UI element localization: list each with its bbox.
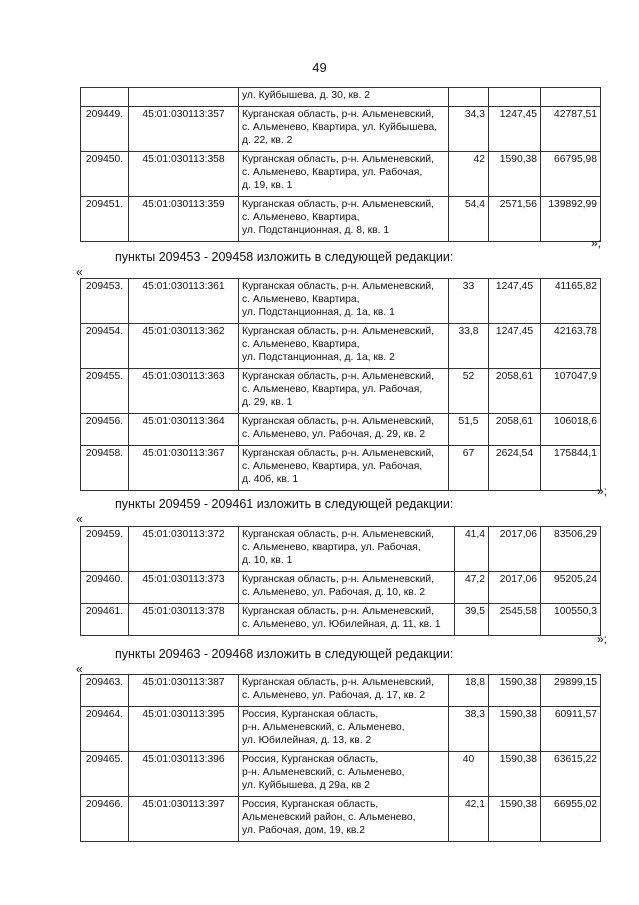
address [239, 323, 449, 368]
area [449, 88, 489, 107]
address-line: Курганская область, р-н. Альменевский, [242, 108, 434, 120]
closing-quote-mark: »; [591, 236, 602, 250]
opening-quote-mark: « [76, 512, 83, 526]
row-number: 209463. [81, 675, 129, 707]
row-number: 209451. [81, 196, 129, 241]
address [239, 706, 449, 751]
row-number: 209460. [81, 571, 129, 603]
unit-price: 1590,38 [489, 706, 541, 751]
unit-price: 1247,45 [489, 106, 541, 151]
address [239, 368, 449, 413]
address-line: с. Альменево, ул. Рабочая, д. 29, кв. 2 [242, 428, 426, 440]
address-line: Курганская область, р-н. Альменевский, [242, 198, 434, 210]
cadastral-number: 45:01:030113:362 [129, 323, 239, 368]
unit-price: 2545,58 [489, 603, 541, 635]
address-line: Курганская область, р-н. Альменевский, [242, 677, 434, 688]
address-line: Россия, Курганская область, [242, 753, 379, 765]
table-row [81, 603, 601, 635]
unit-price: 1590,38 [489, 151, 541, 196]
row-number: 209466. [81, 796, 129, 841]
address-line: д. 29, кв. 1 [242, 396, 293, 408]
table-row [81, 106, 601, 151]
unit-price: 2571,56 [489, 196, 541, 241]
cadastral-number: 45:01:030113:373 [129, 571, 239, 603]
cadastral-number: 45:01:030113:361 [129, 279, 239, 324]
cadastral-number: 45:01:030113:358 [129, 151, 239, 196]
total-value: 139892,99 [541, 196, 601, 241]
unit-price [489, 88, 541, 107]
address [239, 571, 455, 603]
address-line: Курганская область, р-н. Альменевский, [242, 281, 434, 292]
total-value: 83506,29 [541, 527, 601, 572]
cadastral-number: 45:01:030113:359 [129, 196, 239, 241]
address [239, 527, 455, 572]
address-line: с. Альменево, Квартира, ул. Рабочая, [242, 460, 423, 472]
total-value: 42787,51 [541, 106, 601, 151]
total-value: 66955,02 [541, 796, 601, 841]
cadastral-number: 45:01:030113:387 [129, 675, 239, 707]
table-row [81, 796, 601, 841]
table-row [81, 368, 601, 413]
total-value: 66795,98 [541, 151, 601, 196]
address-line: с. Альменево, Квартира, ул. Рабочая, [242, 166, 423, 178]
address-line: Курганская область, р-н. Альменевский, [242, 325, 434, 337]
address [239, 279, 449, 324]
opening-quote-mark: « [76, 265, 83, 279]
table-row [81, 675, 601, 707]
area: 42 [449, 151, 489, 196]
cadastral-number: 45:01:030113:363 [129, 368, 239, 413]
address-line: Курганская область, р-н. Альменевский, [242, 415, 434, 427]
address-line: с. Альменево, ул. Рабочая, д. 10, кв. 2 [242, 586, 426, 598]
area: 34,3 [449, 106, 489, 151]
unit-price: 2017,06 [489, 527, 541, 572]
total-value: 63615,22 [541, 751, 601, 796]
table-row [81, 323, 601, 368]
table-row [81, 527, 601, 572]
row-number [81, 88, 129, 107]
section-heading: пункты 209459 - 209461 изложить в следующей редакции: [115, 497, 454, 511]
table-row [81, 279, 601, 324]
address-line: Курганская область, р-н. Альменевский, [242, 529, 434, 540]
address-line: ул. Подстанционная, д. 8, кв. 1 [242, 224, 390, 236]
area: 52 [449, 368, 489, 413]
total-value: 60911,57 [541, 706, 601, 751]
address-line: с. Альменево, Квартира, [242, 293, 360, 305]
address-line: с. Альменево, ул. Рабочая, д. 17, кв. 2 [242, 689, 426, 701]
address-line: с. Альменево, ул. Юбилейная, д. 11, кв. 1 [242, 618, 441, 630]
area: 47,2 [455, 571, 489, 603]
address-line: д. 40б, кв. 1 [242, 473, 299, 485]
cadastral-number: 45:01:030113:397 [129, 796, 239, 841]
area: 40 [449, 751, 489, 796]
address-line: ул. Куйбышева, д 29а, кв 2 [242, 779, 370, 791]
total-value: 42163,78 [541, 323, 601, 368]
unit-price: 2058,61 [489, 413, 541, 445]
table-row [81, 571, 601, 603]
table-row [81, 751, 601, 796]
address-line: с. Альменево, Квартира, ул. Рабочая, [242, 383, 423, 395]
registry-table-3 [80, 526, 601, 636]
area: 42,1 [449, 796, 489, 841]
address-line: ул. Подстанционная, д. 1а, кв. 2 [242, 351, 395, 363]
area: 51,5 [449, 413, 489, 445]
address-line: с. Альменево, Квартира, [242, 338, 360, 350]
address-line: Курганская область, р-н. Альменевский, [242, 370, 434, 382]
table-row [81, 445, 601, 490]
total-value: 106018,6 [541, 413, 601, 445]
cadastral-number: 45:01:030113:378 [129, 603, 239, 635]
cadastral-number [129, 88, 239, 107]
unit-price: 2058,61 [489, 368, 541, 413]
address-line: Россия, Курганская область, [242, 708, 379, 720]
address [239, 796, 449, 841]
address [239, 151, 449, 196]
address-line: ул. Куйбышева, д. 30, кв. 2 [242, 90, 370, 101]
row-number: 209456. [81, 413, 129, 445]
area: 54,4 [449, 196, 489, 241]
unit-price: 1247,45 [489, 279, 541, 324]
row-number: 209465. [81, 751, 129, 796]
total-value: 175844,1 [541, 445, 601, 490]
address [239, 413, 449, 445]
total-value: 95205,24 [541, 571, 601, 603]
area: 33,8 [449, 323, 489, 368]
cadastral-number: 45:01:030113:357 [129, 106, 239, 151]
row-number: 209450. [81, 151, 129, 196]
unit-price: 2624,54 [489, 445, 541, 490]
registry-table-2 [80, 278, 601, 491]
total-value: 29899,15 [541, 675, 601, 707]
address-line: с. Альменево, Квартира, ул. Куйбышева, [242, 121, 438, 133]
total-value: 41165,82 [541, 279, 601, 324]
cadastral-number: 45:01:030113:395 [129, 706, 239, 751]
unit-price: 2017,06 [489, 571, 541, 603]
total-value: 107047,9 [541, 368, 601, 413]
address-line: р-н. Альменевский, с. Альменево, [242, 721, 405, 733]
row-number: 209455. [81, 368, 129, 413]
address [239, 88, 449, 107]
address-line: Альменевский район, с. Альменево, [242, 811, 416, 823]
address-line: ул. Рабочая, дом, 19, кв.2 [242, 824, 365, 836]
area: 67 [449, 445, 489, 490]
address-line: Россия, Курганская область, [242, 798, 379, 810]
address-line: ул. Подстанционная, д. 1а, кв. 1 [242, 306, 395, 318]
row-number: 209454. [81, 323, 129, 368]
unit-price: 1247,45 [489, 323, 541, 368]
section-heading: пункты 209453 - 209458 изложить в следующей редакции: [115, 250, 454, 264]
address [239, 751, 449, 796]
address-line: р-н. Альменевский, с. Альменево, [242, 766, 405, 778]
table-row [81, 706, 601, 751]
table-row [81, 196, 601, 241]
area: 38,3 [449, 706, 489, 751]
unit-price: 1590,38 [489, 751, 541, 796]
address [239, 675, 449, 707]
row-number: 209453. [81, 279, 129, 324]
cadastral-number: 45:01:030113:367 [129, 445, 239, 490]
address-line: Курганская область, р-н. Альменевский, [242, 447, 434, 459]
address-line: с. Альменево, квартира, ул. Рабочая, [242, 541, 421, 553]
cadastral-number: 45:01:030113:372 [129, 527, 239, 572]
address-line: ул. Юбилейная, д. 13, кв. 2 [242, 734, 372, 746]
row-number: 209449. [81, 106, 129, 151]
address-line: д. 22, кв. 2 [242, 134, 293, 146]
cadastral-number: 45:01:030113:364 [129, 413, 239, 445]
registry-table-4 [80, 674, 601, 842]
address-line: Курганская область, р-н. Альменевский, [242, 573, 434, 585]
row-number: 209464. [81, 706, 129, 751]
area: 33 [449, 279, 489, 324]
table-row [81, 151, 601, 196]
address-line: д. 10, кв. 1 [242, 554, 293, 566]
address-line: Курганская область, р-н. Альменевский, [242, 153, 434, 165]
page-number: 49 [312, 60, 327, 75]
row-number: 209461. [81, 603, 129, 635]
area: 18,8 [449, 675, 489, 707]
row-number: 209459. [81, 527, 129, 572]
address-line: д. 19, кв. 1 [242, 179, 293, 191]
area: 39,5 [455, 603, 489, 635]
cadastral-number: 45:01:030113:396 [129, 751, 239, 796]
unit-price: 1590,38 [489, 796, 541, 841]
address-line: Курганская область, р-н. Альменевский, [242, 605, 434, 617]
address [239, 106, 449, 151]
table-row [81, 413, 601, 445]
row-number: 209458. [81, 445, 129, 490]
table-row [81, 88, 601, 107]
address [239, 603, 455, 635]
unit-price: 1590,38 [489, 675, 541, 707]
address [239, 445, 449, 490]
address-line: с. Альменево, Квартира, [242, 211, 360, 223]
total-value [541, 88, 601, 107]
opening-quote-mark: « [76, 662, 83, 676]
address [239, 196, 449, 241]
registry-table-1 [80, 87, 601, 242]
closing-quote-mark: »; [597, 484, 608, 498]
total-value: 100550,3 [541, 603, 601, 635]
closing-quote-mark: »; [597, 632, 608, 646]
section-heading: пункты 209463 - 209468 изложить в следующей редакции: [115, 647, 454, 661]
area: 41,4 [455, 527, 489, 572]
